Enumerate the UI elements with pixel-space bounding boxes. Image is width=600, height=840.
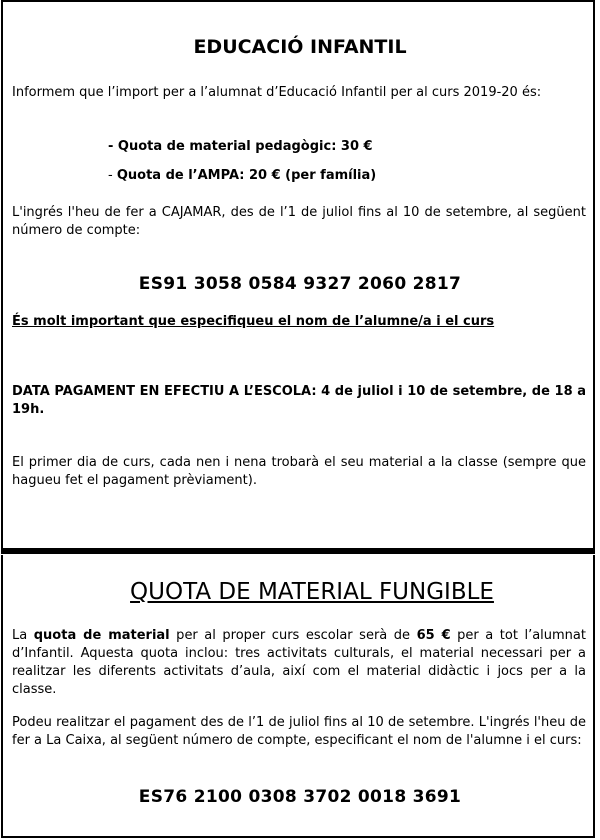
item-ampa [108, 167, 586, 185]
desc-part-1: La [12, 628, 34, 643]
fungible-description [12, 627, 586, 699]
important-note: És molt important que especifiqueu el nom de l’alumne/a i el curs [12, 314, 495, 329]
cash-payment-dates: DATA PAGAMENT EN EFECTIU A L’ESCOLA: 4 de juliol i 10 de setembre, de 18 a 19h. [12, 384, 586, 417]
desc-part-2: per al proper curs escolar serà de [169, 628, 417, 643]
title-educacio-infantil: EDUCACIÓ INFANTIL [193, 36, 407, 58]
payment-instructions: L'ingrés l'heu de fer a CAJAMAR, des de l’1 de juliol fins al 10 de setembre, al següent número de compte: [12, 205, 586, 238]
desc-quota-bold: quota de material [33, 628, 170, 643]
item-ampa-dash: - [108, 168, 117, 183]
item-material-pedagogic: - Quota de material pedagògic: 30 € [108, 139, 373, 154]
account-number-caixa: ES76 2100 0308 3702 0018 3691 [138, 787, 462, 807]
fungible-payment-instructions: Podeu realitzar el pagament des de l’1 de juliol fins al 10 de setembre. L'ingrés l'heu de fer a La Caixa, al següent número de compte, especificant el nom de l'alumne i el curs: [12, 715, 586, 748]
first-day-note: El primer dia de curs, cada nen i nena trobarà el seu material a la classe (sempre que hagueu fet el pagament prèviament). [12, 455, 586, 488]
item-ampa-text: Quota de l’AMPA: 20 € (per família) [116, 168, 377, 183]
title-quota-fungible: QUOTA DE MATERIAL FUNGIBLE [130, 579, 494, 605]
intro-text: Informem que l’import per a l’alumnat d’Educació Infantil per al curs 2019-20 és: [12, 85, 542, 100]
desc-part-3: per a tot l’alumnat d’Infantil. Aquesta quota inclou: tres activitats culturals, el material necessari per a realitzar les diferents activitats d’aula, així com el material didàctic i jocs per a la classe. [12, 628, 586, 697]
section-divider [1, 548, 595, 554]
desc-amount-bold: 65 € [416, 628, 451, 643]
account-number-cajamar: ES91 3058 0584 9327 2060 2817 [138, 274, 462, 294]
